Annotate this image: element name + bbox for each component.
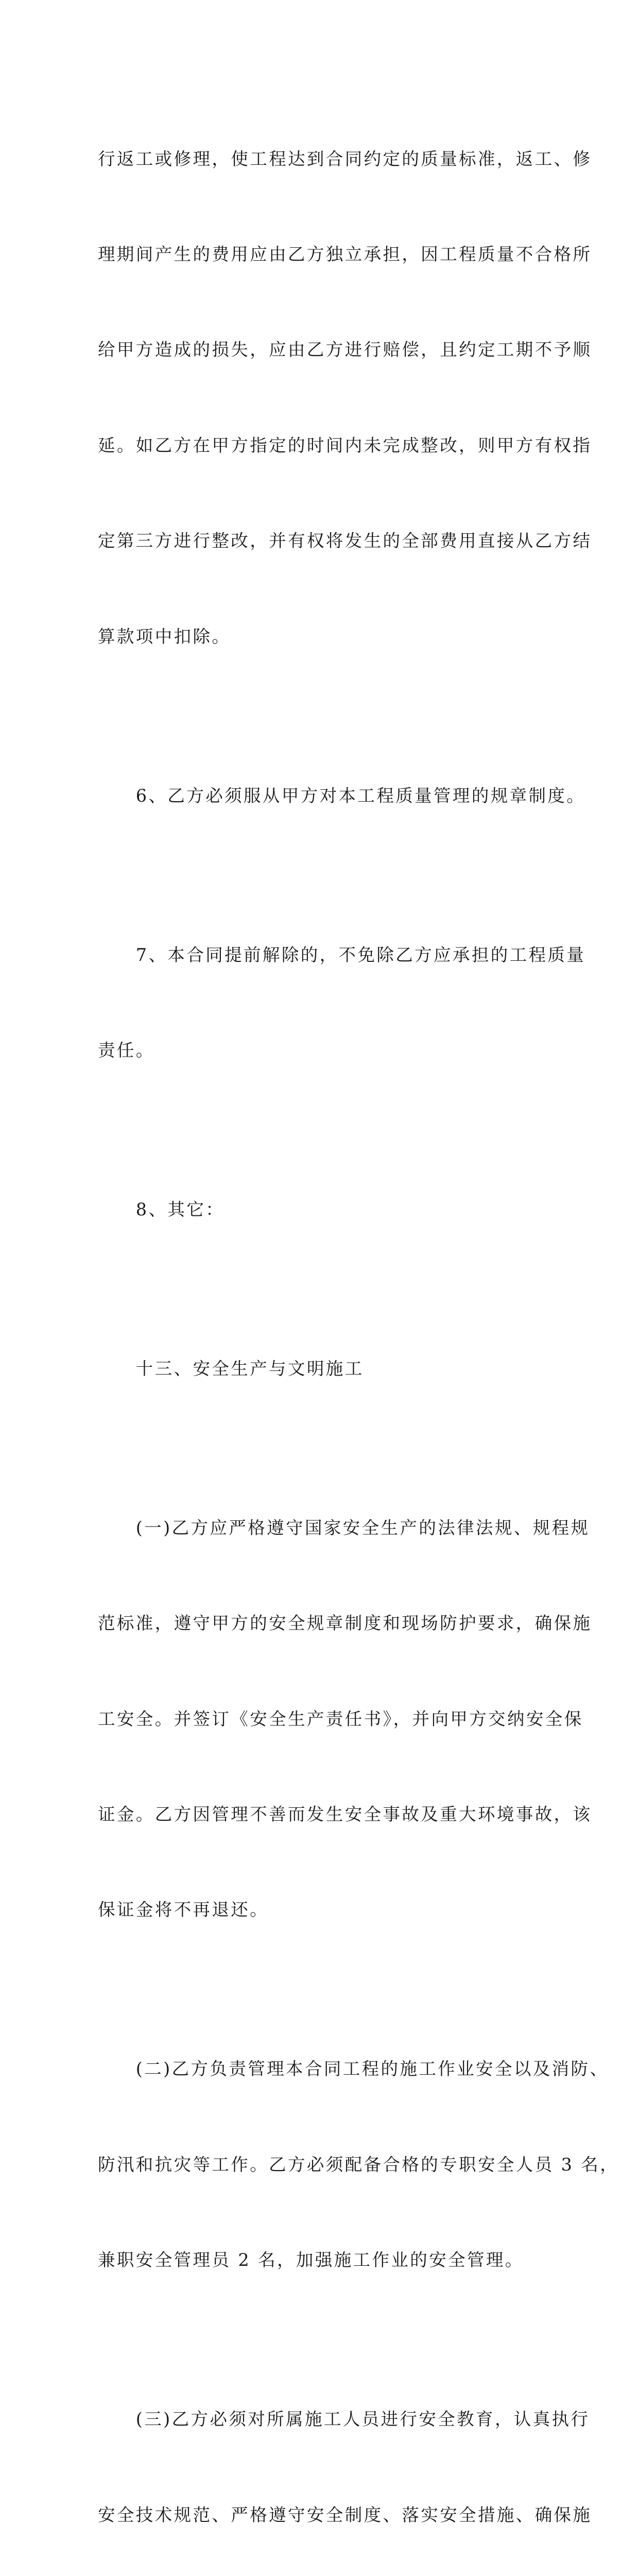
paragraph-item-7: [98, 875, 586, 1130]
text-line: 安全技术规范、严格遵守安全制度、落实安全措施、确保施: [98, 2504, 592, 2525]
text-line: 证金。乙方因管理不善而发生安全事故及重大环境事故，该: [98, 1804, 592, 1825]
text-line: 兼职安全管理员 2 名，加强施工作业的安全管理。: [98, 2250, 524, 2270]
paragraph-item-6: [98, 716, 586, 875]
text-line: 责任。: [98, 1040, 155, 1060]
paragraph-clause-1: [98, 1448, 592, 1990]
paragraph-clause-2: [98, 1990, 619, 2340]
text-line: 6、乙方必须服从甲方对本工程质量管理的规章制度。: [98, 785, 586, 806]
document-body: [98, 79, 619, 2576]
section-heading-13: [98, 1289, 546, 1448]
text-line: (二)乙方负责管理本合同工程的施工作业安全以及消防、: [98, 2059, 609, 2079]
text-line: 延。如乙方在甲方指定的时间内未完成整改，则甲方有权指: [98, 435, 592, 455]
text-line: 7、本合同提前解除的，不免除乙方应承担的工程质量: [98, 944, 586, 965]
text-line: 算款项中扣除。: [98, 626, 231, 647]
text-line: (一)乙方应严格遵守国家安全生产的法律法规、规程规: [98, 1517, 590, 1538]
paragraph-clause-3: [98, 2340, 592, 2576]
paragraph-quality-rework: [98, 79, 592, 716]
text-line: 定第三方进行整改，并有权将发生的全部费用直接从乙方结: [98, 531, 592, 551]
text-line: 理期间产生的费用应由乙方独立承担，因工程质量不合格所: [98, 244, 592, 264]
text-line: 工安全。并签订《安全生产责任书》，并向甲方交纳安全保: [98, 1708, 583, 1729]
text-line: 给甲方造成的损失，应由乙方进行赔偿，且约定工期不予顺: [98, 340, 592, 360]
text-line: 十三、安全生产与文明施工: [98, 1358, 364, 1379]
text-line: (三)乙方必须对所属施工人员进行安全教育，认真执行: [98, 2409, 590, 2430]
text-line: 范标准，遵守甲方的安全规章制度和现场防护要求，确保施: [98, 1613, 592, 1634]
text-line: 行返工或修理，使工程达到合同约定的质量标准，返工、修: [98, 148, 592, 169]
text-line: 防汛和抗灾等工作。乙方必须配备合格的专职安全人员 3 名，: [98, 2154, 619, 2175]
text-line: 8、其它：: [98, 1199, 225, 1219]
paragraph-item-8: [98, 1130, 546, 1289]
text-line: 保证金将不再退还。: [98, 1900, 269, 1920]
